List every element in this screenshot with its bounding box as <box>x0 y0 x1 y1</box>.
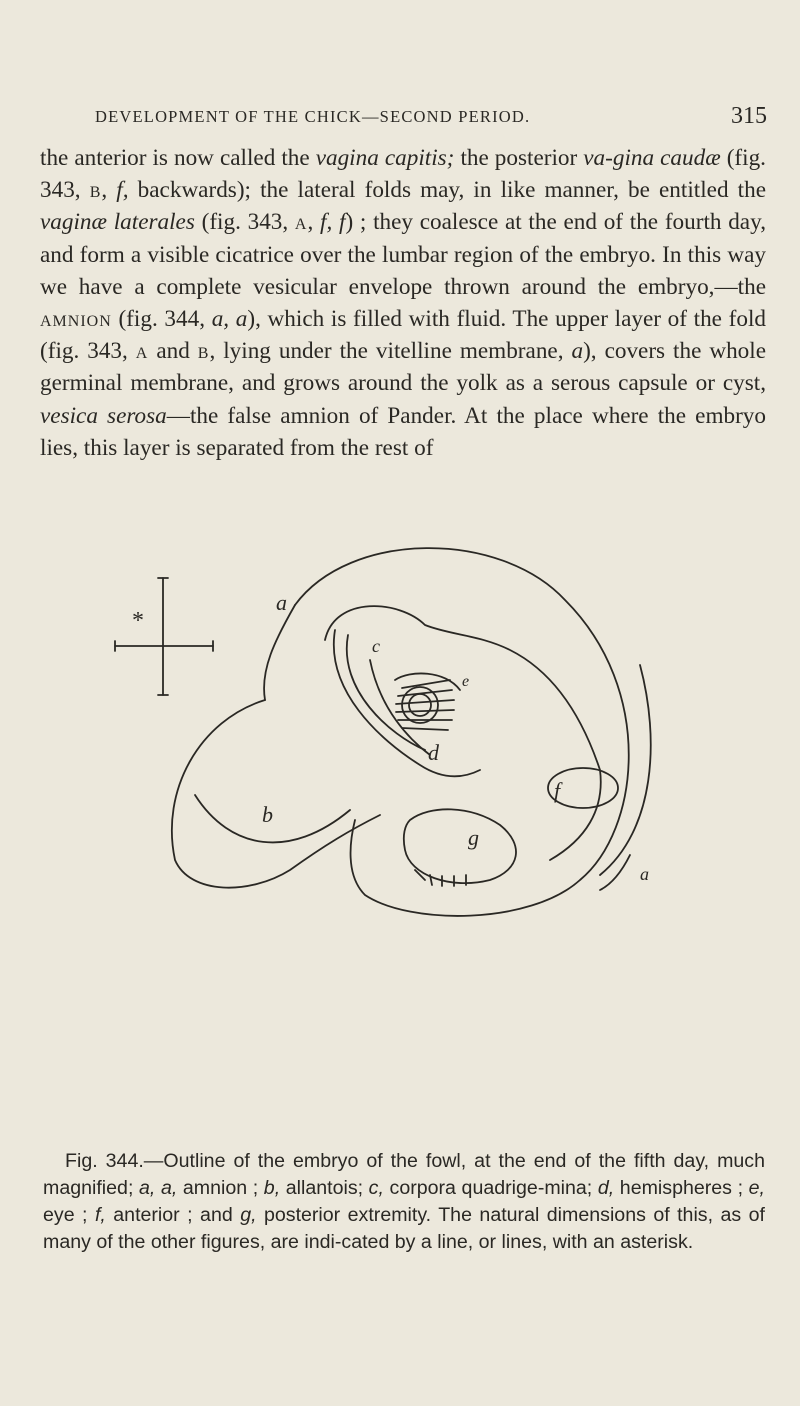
figure-labels <box>80 540 700 940</box>
caption-text: Fig. 344.—Outline of the embryo of the fowl, at the end of the fifth day, much magnified; a, a, amnion ; b, allantois; c, corpora quadrige-mina; d, hemispheres ; e, eye ; f, anterior ; and g, posterior extremity. The natural dimensions of this, as of many of the other figures, are indi-cated by a line, or lines, with an asterisk. <box>43 1150 766 1253</box>
running-title: DEVELOPMENT OF THE CHICK—SECOND PERIOD. <box>95 107 531 126</box>
body-paragraph <box>40 142 766 464</box>
page-number: 315 <box>731 103 767 129</box>
label-a-bottom: a <box>640 864 649 884</box>
label-asterisk: * <box>132 608 144 634</box>
label-e: e <box>462 673 470 690</box>
paragraph-text: the anterior is now called the vagina capitis; the posterior va-gina caudæ (fig. 343, b, f, backwards); the lateral folds may, in like manner, be entitled the vaginæ laterales (fig. 343, a, f, f) ; they coalesce at the end of the fourth day, and form a visible cicatrice over the lumbar region of the embryo. In this way we have a complete vesicular envelope thrown around the embryo,—the amnion (fig. 344, a, a), which is filled with fluid. The upper layer of the fold (fig. 343, a and b, lying under the vitelline membrane, a), covers the whole germinal membrane, and grows around the yolk as a serous capsule or cyst, vesica serosa—the false amnion of Pander. At the place where the embryo lies, this layer is separated from the rest of <box>40 145 767 461</box>
figure-caption <box>43 1148 765 1256</box>
label-d: d <box>428 740 439 765</box>
embryo-figure <box>80 540 700 940</box>
label-f: f <box>554 778 561 803</box>
label-a-top: a <box>276 590 287 615</box>
label-c: c <box>372 636 380 656</box>
label-b: b <box>262 802 273 827</box>
label-g: g <box>468 825 479 850</box>
